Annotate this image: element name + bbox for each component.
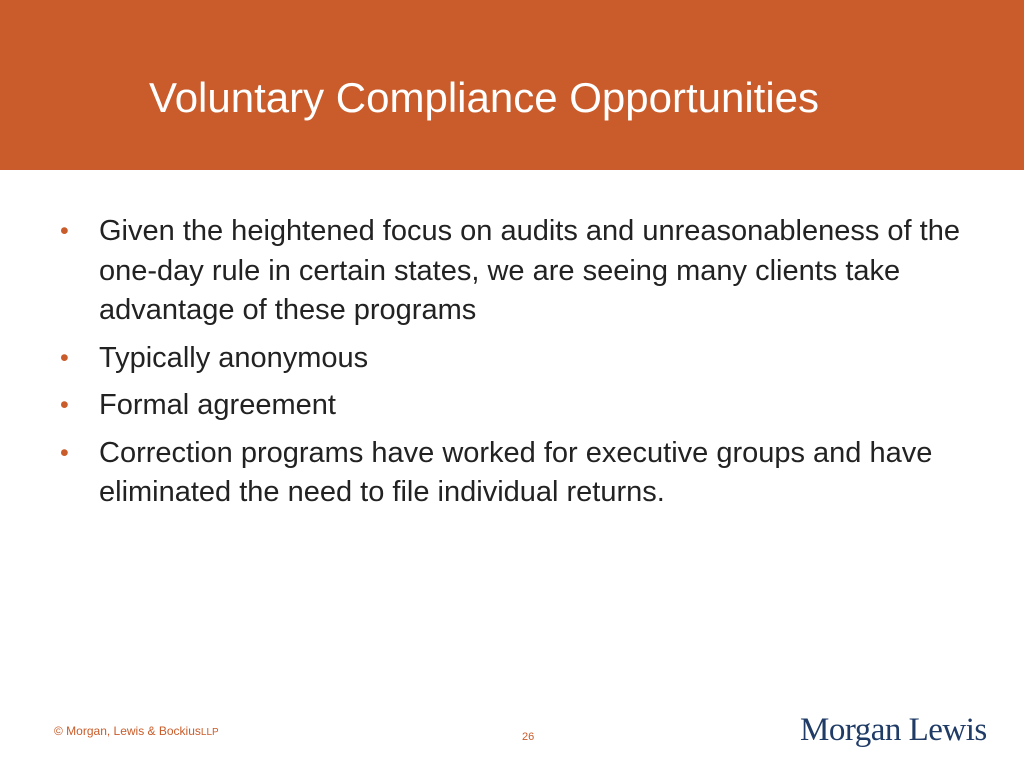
morgan-lewis-logo: Morgan Lewis bbox=[800, 712, 987, 748]
bullet-text: Correction programs have worked for executive groups and have eliminated the need to file individual returns. bbox=[99, 436, 933, 508]
bullet-item bbox=[60, 212, 960, 331]
bullet-item bbox=[60, 339, 960, 379]
bullet-marker: • bbox=[60, 438, 69, 467]
title-bar bbox=[0, 0, 1024, 170]
bullet-marker: • bbox=[60, 343, 69, 372]
copyright-notice bbox=[54, 724, 219, 738]
bullet-text: Formal agreement bbox=[99, 389, 336, 421]
page-number: 26 bbox=[522, 731, 535, 743]
bullet-marker: • bbox=[60, 217, 69, 245]
bullet-text: Given the heightened focus on audits and unreasonableness of the one-day rule in certain states, we are seeing many clients take advantage of these programs bbox=[99, 215, 960, 326]
bullet-item bbox=[60, 434, 960, 513]
slide-title: Voluntary Compliance Opportunities bbox=[149, 74, 820, 121]
bullet-text: Typically anonymous bbox=[99, 341, 369, 374]
bullet-list bbox=[60, 212, 960, 521]
copyright-text: © Morgan, Lewis & Bockius bbox=[54, 724, 201, 738]
bullet-item bbox=[60, 386, 960, 426]
bullet-marker: • bbox=[60, 391, 69, 419]
copyright-llp: LLP bbox=[200, 727, 219, 738]
